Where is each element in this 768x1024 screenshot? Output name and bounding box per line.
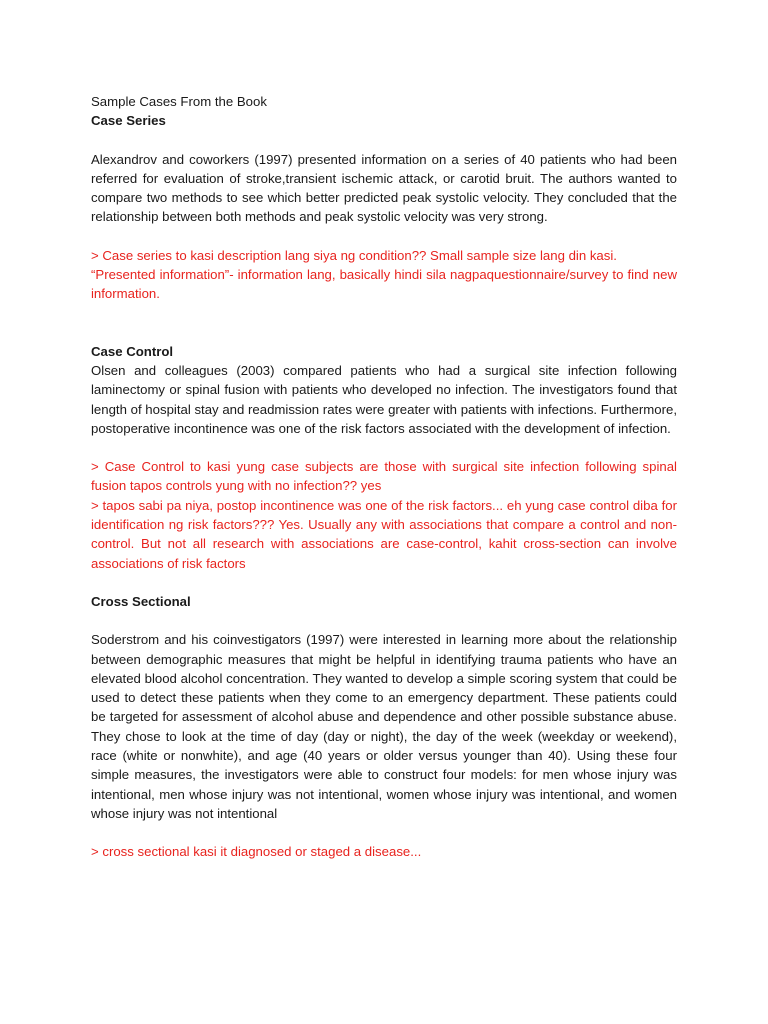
- document-body: [91, 92, 677, 862]
- heading-cross-sectional: Cross Sectional: [91, 593, 191, 609]
- spacer: [91, 573, 677, 592]
- document-title: Sample Cases From the Book: [91, 94, 267, 109]
- case-series-note-2: “Presented information”- information lang, basically hindi sila nagpaquestionnaire/survey to find new information.: [91, 267, 677, 302]
- spacer: [91, 611, 677, 630]
- spacer: [91, 227, 677, 246]
- case-series-note-1: > Case series to kasi description lang siya ng condition?? Small sample size lang din kasi.: [91, 247, 617, 263]
- case-control-paragraph: Olsen and colleagues (2003) compared patients who had a surgical site infection following laminectomy or spinal fusion with patients who developed no infection. The investigators found that length of hospital stay and readmission rates were greater with patients with infections. Furthermore, postoperative incontinence was one of the risk factors associated with the development of infection.: [91, 362, 677, 436]
- spacer: [91, 823, 677, 842]
- spacer: [91, 131, 677, 150]
- heading-case-series: Case Series: [91, 113, 166, 129]
- heading-case-control: Case Control: [91, 343, 174, 359]
- cross-sectional-note-1: > cross sectional kasi it diagnosed or staged a disease...: [91, 844, 422, 860]
- case-control-note-1: > Case Control to kasi yung case subjects are those with surgical site infection following spinal fusion tapos controls yung with no infection?? yes: [91, 459, 677, 494]
- cross-sectional-paragraph: Soderstrom and his coinvestigators (1997) were interested in learning more about the relationship between demographic measures that might be helpful in identifying trauma patients who have an elevated blood alcohol concentration. They wanted to develop a simple scoring system that could be used to detect these patients when they come to an emergency department. These patients could be targeted for assessment of alcohol abuse and dependence and other possible substance abuse. They chose to look at the time of day (day or night), the day of the week (weekday or weekend), race (white or nonwhite), and age (40 years or older versus younger than 40). Using these four simple measures, the investigators were able to construct four models: for men whose injury was intentional, men whose injury was not intentional, women whose injury was intentional, and women whose injury was not intentional: [91, 632, 677, 821]
- case-series-paragraph: Alexandrov and coworkers (1997) presented information on a series of 40 patients who had been referred for evaluation of stroke,transient ischemic attack, or carotid bruit. The authors wanted to compare two methods to see which better predicted peak systolic velocity. They concluded that the relationship between both methods and peak systolic velocity was very strong.: [91, 151, 677, 225]
- spacer: [91, 438, 677, 457]
- spacer: [91, 304, 677, 342]
- case-control-note-2: > tapos sabi pa niya, postop incontinence was one of the risk factors... eh yung case control diba for identification ng risk factors??? Yes. Usually any with associations that compare a control and non-control. But not all research with associations are case-control, kahit cross-section can involve associations of risk factors: [91, 497, 677, 571]
